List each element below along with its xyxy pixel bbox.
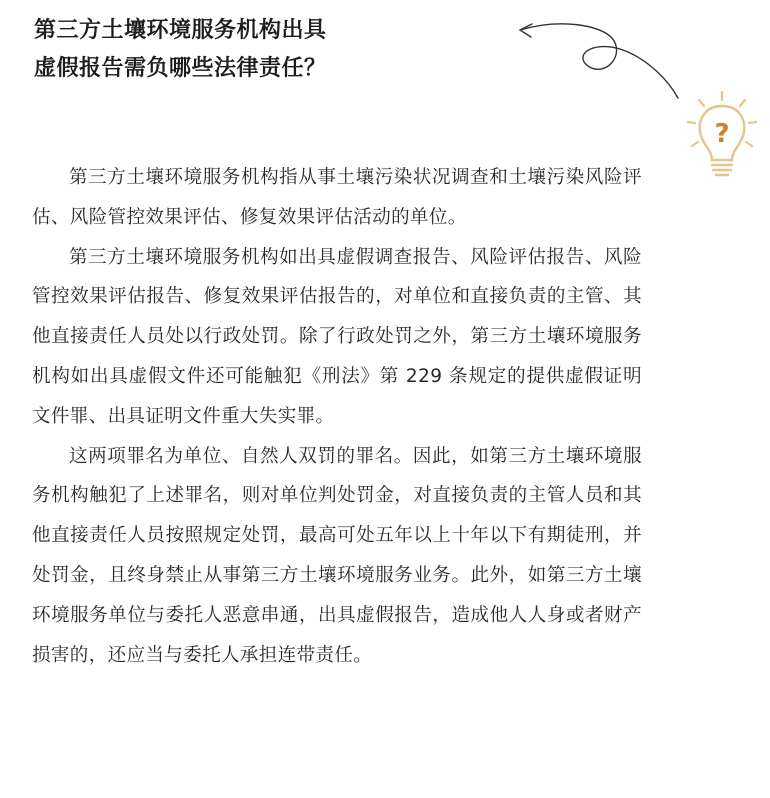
lightbulb-question-icon [688, 92, 756, 175]
paragraph-3: 这两项罪名为单位、自然人双罚的罪名。因此，如第三方土壤环境服务机构触犯了上述罪名，则对单位判处罚金，对直接负责的主管人员和其他直接责任人员按照规定处罚，最高可处五年以上十年以下有期徒刑，并处罚金，且终身禁止从事第三方土壤环境服务业务。此外，如第三方土壤环境服务单位与委托人恶意串通，出具虚假报告，造成他人人身或者财产损害的，还应当与委托人承担连带责任。 [32, 445, 642, 666]
question-mark-symbol: ? [714, 119, 730, 149]
paragraph-2: 第三方土壤环境服务机构如出具虚假调查报告、风险评估报告、风险管控效果评估报告、修复效果评估报告的，对单位和直接负责的主管、其他直接责任人员处以行政处罚。除了行政处罚之外，第三方土壤环境服务机构如出具虚假文件还可能触犯《刑法》第 229 条规定的提供虚假证明文件罪、出具证明文件重大失实罪。 [32, 246, 642, 427]
title-line-1: 第三方土壤环境服务机构出具 [34, 18, 327, 43]
paragraph-1: 第三方土壤环境服务机构指从事土壤污染状况调查和土壤污染风险评估、风险管控效果评估、修复效果评估活动的单位。 [32, 167, 642, 228]
curved-arrow-icon [520, 24, 678, 98]
title-line-2: 虚假报告需负哪些法律责任？ [34, 56, 327, 81]
article-body [32, 158, 642, 675]
